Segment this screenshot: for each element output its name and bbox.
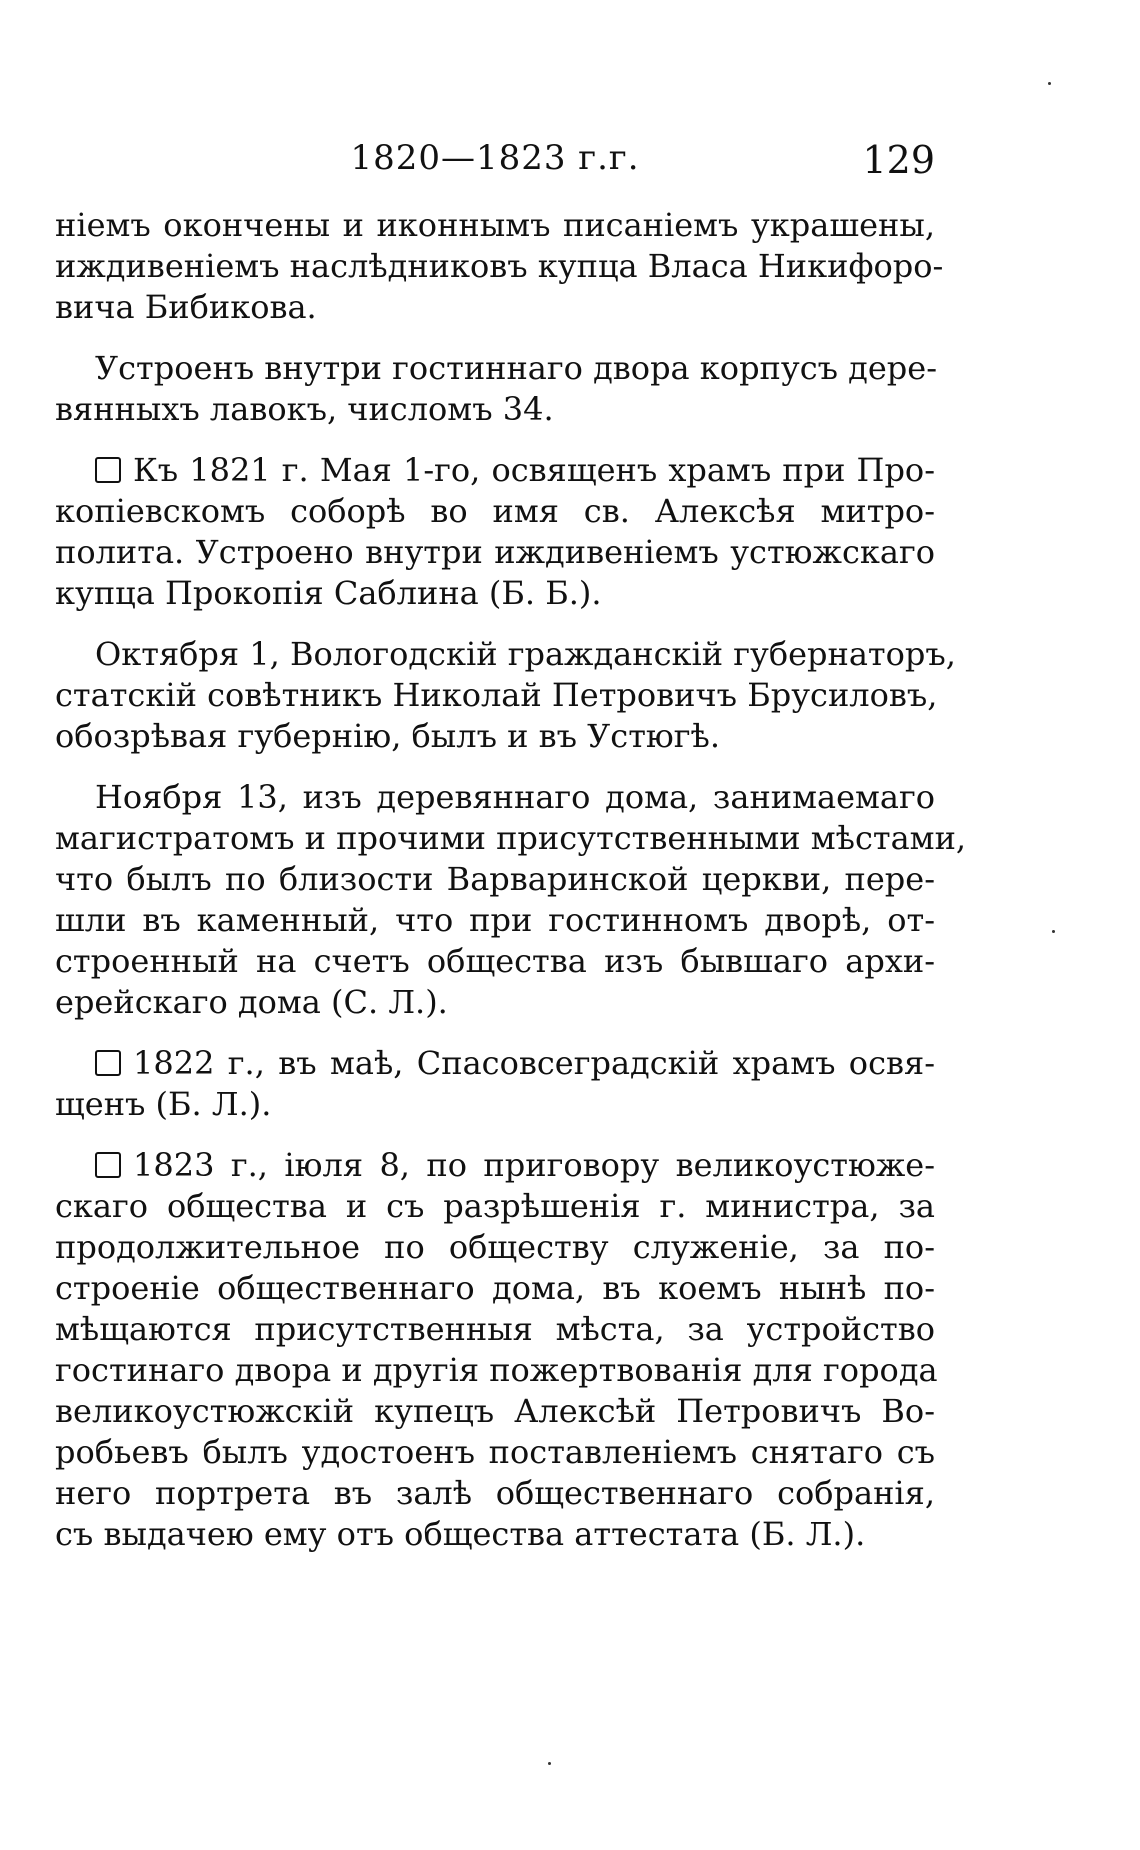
text-line: полита. Устроено внутри иждивеніемъ устюжскаго <box>55 533 935 571</box>
text-line: великоустюжскій купецъ Алексѣй Петровичъ Во- <box>55 1392 935 1430</box>
marked-line <box>55 1043 935 1084</box>
running-head <box>55 138 935 186</box>
text-line: ніемъ окончены и иконнымъ писаніемъ украшены, <box>55 206 935 244</box>
paragraph-6 <box>55 1043 935 1125</box>
checkbox-mark-icon <box>95 457 121 483</box>
paragraph-7 <box>55 1145 938 1555</box>
text-line: Октября 1, Вологодскій гражданскій губернаторъ, <box>95 635 956 673</box>
text-line: Къ 1821 г. Мая 1-го, освященъ храмъ при Про- <box>133 451 935 489</box>
text-line: что былъ по близости Варваринской церкви, пере- <box>55 860 935 898</box>
text-line: скаго общества и съ разрѣшенія г. министра, за <box>55 1187 935 1225</box>
text-line: продолжительное по обществу служеніе, за по- <box>55 1228 935 1266</box>
page-number: 129 <box>862 138 935 182</box>
text-line: 1823 г., іюля 8, по приговору великоустюже- <box>133 1146 935 1184</box>
marked-line <box>55 450 935 491</box>
paper-speck <box>548 1762 551 1765</box>
paragraph-4 <box>55 634 956 757</box>
paragraph-1 <box>55 205 944 328</box>
text-line: вянныхъ лавокъ, числомъ 34. <box>55 390 554 428</box>
text-line: мѣщаются присутственныя мѣста, за устройство <box>55 1310 935 1348</box>
checkbox-mark-icon <box>95 1152 121 1178</box>
text-line: Устроенъ внутри гостиннаго двора корпусъ дере- <box>95 349 938 387</box>
text-line: магистратомъ и прочими присутственными мѣстами, <box>55 819 967 857</box>
text-line: шли въ каменный, что при гостинномъ дворѣ, от- <box>55 901 935 939</box>
paper-speck <box>1048 82 1051 85</box>
text-line: иждивеніемъ наслѣдниковъ купца Власа Никифоро- <box>55 247 944 285</box>
body-text <box>55 205 967 1555</box>
marked-line <box>55 1145 935 1186</box>
checkbox-mark-icon <box>95 1050 121 1076</box>
text-line: Ноября 13, изъ деревяннаго дома, занимаемаго <box>95 778 935 816</box>
text-line: съ выдачею ему отъ общества аттестата (Б. Л.). <box>55 1515 866 1553</box>
text-line: щенъ (Б. Л.). <box>55 1085 272 1123</box>
text-line: купца Прокопія Саблина (Б. Б.). <box>55 574 602 612</box>
text-line: робьевъ былъ удостоенъ поставленіемъ снятаго съ <box>55 1433 935 1471</box>
text-line: 1822 г., въ маѣ, Спасовсеградскій храмъ освя- <box>133 1044 935 1082</box>
running-title: 1820—1823 г.г. <box>350 138 640 178</box>
text-line: строенный на счетъ общества изъ бывшаго архи- <box>55 942 935 980</box>
text-line: обозрѣвая губернію, былъ и въ Устюгѣ. <box>55 717 721 755</box>
paragraph-2 <box>55 348 938 430</box>
text-line: строеніе общественнаго дома, въ коемъ нынѣ по- <box>55 1269 935 1307</box>
paragraph-5 <box>55 777 967 1023</box>
text-line: гостинаго двора и другія пожертвованія для города <box>55 1351 938 1389</box>
text-line: копіевскомъ соборѣ во имя св. Алексѣя митро- <box>55 492 935 530</box>
text-line: вича Бибикова. <box>55 288 317 326</box>
text-line: статскій совѣтникъ Николай Петровичъ Брусиловъ, <box>55 676 938 714</box>
paragraph-3 <box>55 450 935 614</box>
paper-speck <box>1052 930 1055 933</box>
text-line: ерейскаго дома (С. Л.). <box>55 983 448 1021</box>
text-line: него портрета въ залѣ общественнаго собранія, <box>55 1474 935 1512</box>
